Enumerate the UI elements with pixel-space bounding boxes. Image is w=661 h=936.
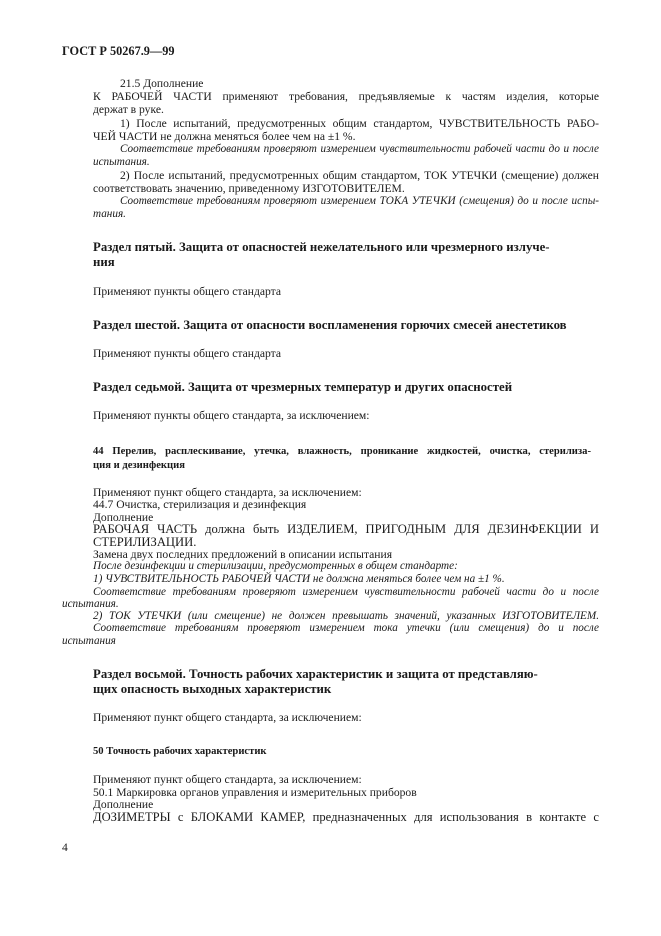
clause-44-7-title: 44.7 Очистка, стерилизация и дезинфекция xyxy=(93,498,307,511)
italic-line: 1) ЧУВСТВИТЕЛЬНОСТЬ РАБОЧЕЙ ЧАСТИ не должна меняться более чем на ±1 %. xyxy=(93,573,505,585)
compliance-note: тания. xyxy=(93,208,126,220)
text-line: К РАБОЧЕЙ ЧАСТИ применяют требования, предъявляемые к частям изделия, которые xyxy=(93,90,599,103)
text-line: Применяют пункты общего стандарта xyxy=(93,285,281,298)
section-5-heading: Раздел пятый. Защита от опасностей нежелательного или чрезмерного излуче- xyxy=(93,240,550,254)
clause-21-5-title: 21.5 Дополнение xyxy=(120,77,204,90)
clause-50-1-title: 50.1 Маркировка органов управления и измерительных приборов xyxy=(93,786,417,799)
document-id: ГОСТ Р 50267.9—99 xyxy=(62,44,175,58)
italic-line: 2) ТОК УТЕЧКИ (или смещение) не должен превышать значений, указанных ИЗГОТОВИТЕЛЕМ. xyxy=(93,610,599,622)
page-number: 4 xyxy=(62,841,68,854)
text-line: Дополнение xyxy=(93,798,154,811)
text-line: РАБОЧАЯ ЧАСТЬ должна быть ИЗДЕЛИЕМ, ПРИГОДНЫМ ДЛЯ ДЕЗИНФЕКЦИИ И xyxy=(93,522,599,536)
section-8-heading: Раздел восьмой. Точность рабочих характеристик и защита от представляю- xyxy=(93,667,538,681)
text-line: Дополнение xyxy=(93,511,154,524)
text-line: ЧЕЙ ЧАСТИ не должна меняться более чем на ±1 %. xyxy=(93,130,356,143)
compliance-note: испытания. xyxy=(62,598,119,610)
text-line: Применяют пункты общего стандарта, за исключением: xyxy=(93,409,370,422)
text-line: 2) После испытаний, предусмотренных общим стандартом, ТОК УТЕЧКИ (смещение) должен xyxy=(120,169,599,182)
text-line: держат в руке. xyxy=(93,103,164,116)
section-8-heading: щих опасность выходных характеристик xyxy=(93,682,332,696)
section-6-heading: Раздел шестой. Защита от опасности воспламенения горючих смесей анестетиков xyxy=(93,318,567,332)
text-line: СТЕРИЛИЗАЦИИ. xyxy=(93,535,197,549)
compliance-note: Соответствие требованиям проверяют измерением чувствительности рабочей части до и после xyxy=(93,586,599,598)
text-line: ДОЗИМЕТРЫ с БЛОКАМИ КАМЕР, предназначенных для использования в контакте с xyxy=(93,810,599,824)
text-line: Замена двух последних предложений в описании испытания xyxy=(93,548,393,561)
text-line: Применяют пункт общего стандарта, за исключением: xyxy=(93,773,362,786)
text-line: 1) После испытаний, предусмотренных общим стандартом, ЧУВСТВИТЕЛЬНОСТЬ РАБО- xyxy=(120,117,599,130)
compliance-note: Соответствие требованиям проверяют измерением чувствительности рабочей части до и после xyxy=(120,143,599,155)
italic-line: После дезинфекции и стерилизации, предусмотренных в общем стандарте: xyxy=(93,560,458,572)
compliance-note: Соответствие требованиям проверяют измерением тока утечки (или смещения) до и после xyxy=(93,622,599,634)
compliance-note: испытания. xyxy=(93,156,150,168)
text-line: соответствовать значению, приведенному ИЗГОТОВИТЕЛЕМ. xyxy=(93,182,405,195)
clause-44-heading: 44 Перелив, расплескивание, утечка, влажность, проникание жидкостей, очистка, стерилиза- xyxy=(93,446,591,457)
clause-44-heading: ция и дезинфекция xyxy=(93,460,185,471)
text-line: Применяют пункт общего стандарта, за исключением: xyxy=(93,711,362,724)
clause-50-heading: 50 Точность рабочих характеристик xyxy=(93,746,267,757)
text-line: Применяют пункт общего стандарта, за исключением: xyxy=(93,486,362,499)
section-5-heading: ния xyxy=(93,255,115,269)
compliance-note: испытания xyxy=(62,635,116,647)
compliance-note: Соответствие требованиям проверяют измерением ТОКА УТЕЧКИ (смещения) до и после испы- xyxy=(120,195,599,207)
text-line: Применяют пункты общего стандарта xyxy=(93,347,281,360)
section-7-heading: Раздел седьмой. Защита от чрезмерных температур и других опасностей xyxy=(93,380,513,394)
